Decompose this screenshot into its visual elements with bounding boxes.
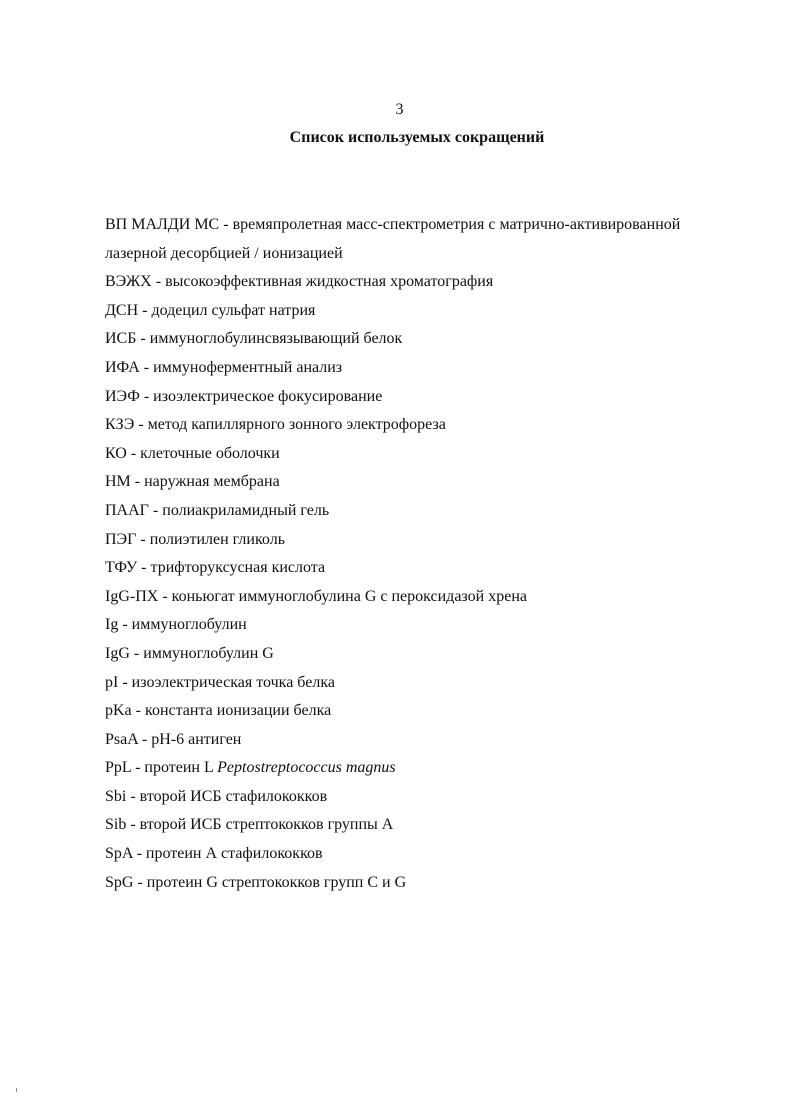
abbreviation-term: ДСН <box>105 301 139 319</box>
list-item <box>105 554 745 583</box>
abbreviation-term: Sbi <box>105 787 127 805</box>
list-item <box>105 268 745 297</box>
separator: - <box>131 759 145 777</box>
abbreviation-term: ТФУ <box>105 559 138 577</box>
abbreviation-term: ПААГ <box>105 501 149 519</box>
separator: - <box>118 673 132 691</box>
list-item <box>105 611 745 640</box>
abbreviation-description: времяпролетная масс-спектрометрия с матрично-активированной лазерной десорбцией / ионизацией <box>105 216 681 262</box>
abbreviation-term: SpA <box>105 845 133 863</box>
abbreviation-description: иммуноглобулин G <box>143 644 274 662</box>
separator: - <box>131 702 145 720</box>
list-item <box>105 869 745 898</box>
separator: - <box>151 273 166 291</box>
list-item <box>105 440 745 469</box>
list-item <box>105 840 745 869</box>
separator: - <box>136 330 150 348</box>
abbreviation-description: протеин L <box>144 759 214 777</box>
abbreviation-term: ВП МАЛДИ МС <box>105 216 220 233</box>
separator: - <box>132 845 146 863</box>
abbreviation-term: ИФА <box>105 358 140 376</box>
list-item <box>105 526 745 555</box>
list-item <box>105 383 745 412</box>
list-item <box>105 497 745 526</box>
list-item <box>105 640 745 669</box>
separator: - <box>130 473 145 491</box>
list-item <box>105 669 745 698</box>
abbreviation-description: константа ионизации белка <box>144 702 332 720</box>
abbreviation-description: протеин А стафилококков <box>145 845 323 863</box>
abbreviation-description: трифторуксусная кислота <box>150 559 326 577</box>
list-item <box>105 754 745 783</box>
abbreviation-description: изоэлектрическое фокусирование <box>153 387 383 405</box>
abbreviation-description: наружная мембрана <box>144 473 280 491</box>
separator: - <box>137 559 151 577</box>
abbreviation-description: иммуноферментный анализ <box>153 358 343 376</box>
abbreviation-description: иммуноглобулинсвязывающий белок <box>149 330 403 348</box>
separator: - <box>136 530 150 548</box>
species-name: Peptostreptococcus magnus <box>217 759 396 777</box>
abbreviation-description: второй ИСБ стафилококков <box>139 787 328 805</box>
abbreviation-term: IgG-ПХ <box>105 587 159 605</box>
abbreviation-term: Sib <box>105 816 127 834</box>
abbreviation-list <box>105 211 745 897</box>
separator: - <box>133 873 147 891</box>
list-item <box>105 468 745 497</box>
list-item <box>105 325 745 354</box>
page-number: 3 <box>395 101 404 118</box>
abbreviation-term: КО <box>105 444 127 462</box>
list-item <box>105 354 745 383</box>
abbreviation-description: изоэлектрическая точка белка <box>131 673 335 691</box>
list-item <box>105 297 745 326</box>
abbreviation-description: высокоэффективная жидкостная хроматография <box>165 273 494 291</box>
separator: - <box>118 616 132 634</box>
separator: - <box>126 787 140 805</box>
page-title: Список используемых сокращений <box>289 129 545 146</box>
list-item <box>105 211 720 268</box>
separator: - <box>158 587 172 605</box>
list-item <box>105 697 745 726</box>
abbreviation-description: протеин G стрептококков групп С и G <box>146 873 407 891</box>
abbreviation-term: pI <box>105 673 119 691</box>
separator: - <box>219 216 233 233</box>
separator: - <box>148 501 163 519</box>
list-item <box>105 811 745 840</box>
abbreviation-description: полиэтилен гликоль <box>149 530 285 548</box>
list-item <box>105 583 745 612</box>
separator: - <box>126 444 141 462</box>
abbreviation-term: pKa <box>105 702 132 720</box>
abbreviation-description: иммуноглобулин <box>131 616 247 634</box>
abbreviation-term: ИСБ <box>105 330 137 348</box>
abbreviation-term: PsaA <box>105 730 138 748</box>
abbreviation-description: додецил сульфат натрия <box>151 301 316 319</box>
separator: - <box>137 730 152 748</box>
separator: - <box>139 387 154 405</box>
abbreviation-description: pH-6 антиген <box>151 730 242 748</box>
abbreviation-term: SpG <box>105 873 134 891</box>
abbreviation-description: второй ИСБ стрептококков группы А <box>139 816 394 834</box>
abbreviation-description: коньюгат иммуноглобулина G с пероксидазой хрена <box>171 587 527 605</box>
abbreviation-term: ПЭГ <box>105 530 137 548</box>
list-item <box>105 783 745 812</box>
list-item <box>105 411 745 440</box>
abbreviation-term: НМ <box>105 473 131 491</box>
abbreviation-term: ИЭФ <box>105 387 140 405</box>
abbreviation-description: метод капиллярного зонного электрофореза <box>147 416 446 434</box>
abbreviation-term: ВЭЖХ <box>105 273 152 291</box>
separator: - <box>139 358 154 376</box>
separator: - <box>129 644 144 662</box>
separator: - <box>126 816 140 834</box>
abbreviation-description: полиакриламидный гель <box>162 501 330 519</box>
abbreviation-term: IgG <box>105 644 130 662</box>
separator: - <box>134 416 148 434</box>
scan-mark <box>16 1088 17 1092</box>
abbreviation-term: PpL <box>105 759 132 777</box>
list-item <box>105 726 745 755</box>
abbreviation-description: клеточные оболочки <box>140 444 280 462</box>
abbreviation-term: КЗЭ <box>105 416 135 434</box>
separator: - <box>138 301 152 319</box>
abbreviation-term: Ig <box>105 616 119 634</box>
